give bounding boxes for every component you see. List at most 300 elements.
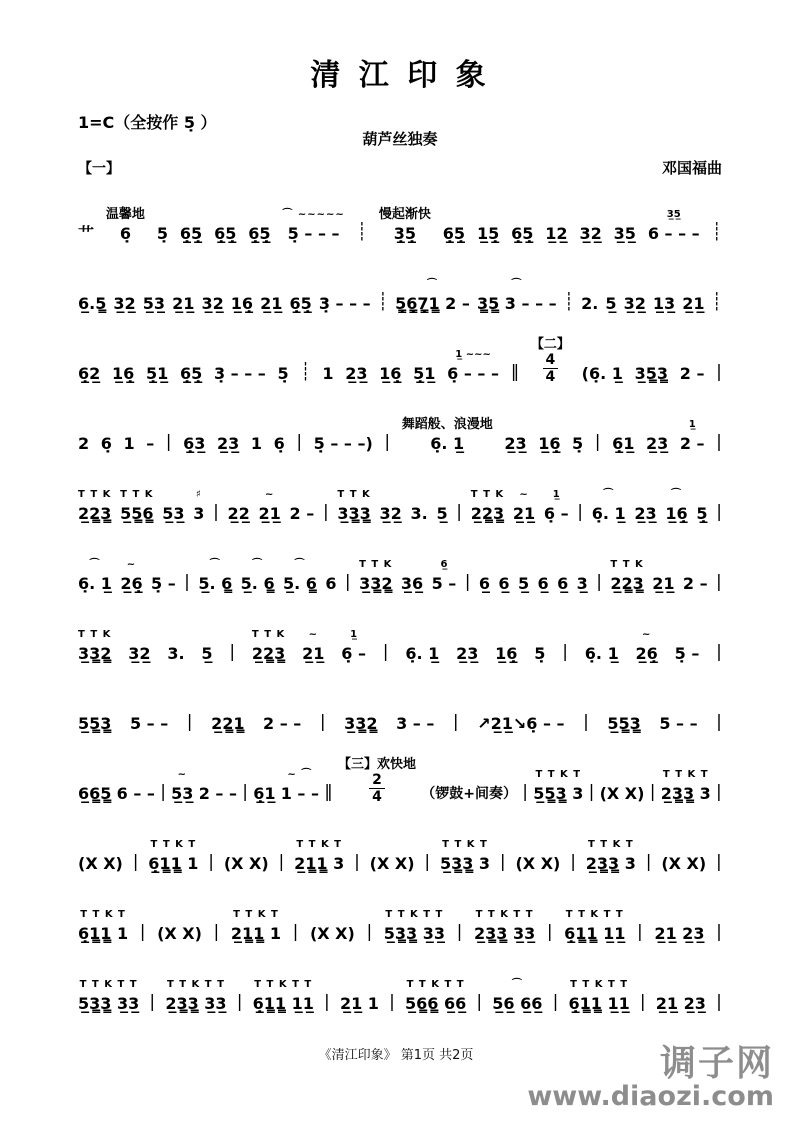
- annotation: [281, 349, 285, 363]
- annotation: [155, 349, 159, 363]
- annotation: [140, 907, 144, 921]
- note-group: [582, 349, 623, 390]
- notes-text: |: [384, 432, 391, 453]
- annotation: T T K T T: [565, 908, 624, 920]
- annotation: 【二】: [530, 336, 570, 352]
- note-group: [294, 839, 344, 880]
- annotation: [127, 419, 131, 433]
- note-group: [259, 489, 281, 530]
- annotation: [714, 277, 718, 291]
- annotation: [620, 769, 624, 783]
- annotation: [717, 487, 721, 501]
- note-group: [274, 419, 285, 460]
- annotation: [717, 627, 721, 641]
- annotation: [621, 419, 625, 433]
- notes-text: 3: [193, 503, 205, 523]
- notes-text: |: [160, 782, 166, 803]
- annotation: ⌒: [294, 558, 306, 570]
- annotation: [84, 209, 88, 223]
- note-group: [413, 349, 435, 390]
- notes-text: |: [242, 782, 248, 803]
- notes-text: ┊: [356, 222, 367, 243]
- bar-line: [456, 487, 462, 530]
- note-group: [290, 489, 315, 530]
- notes-text: 5̲3̲: [171, 783, 194, 803]
- notes-text: 3̲3̳2̳: [78, 643, 112, 663]
- music-line-9: [78, 740, 722, 810]
- bar-line: [640, 977, 646, 1020]
- note-group: [180, 209, 202, 250]
- annotation: T T K T: [150, 838, 197, 850]
- note-group: [511, 209, 533, 250]
- notes-text: 5̲. 6̳: [283, 573, 317, 593]
- bar-line: [637, 907, 643, 950]
- time-signature-fraction: [369, 772, 385, 810]
- annotation: [210, 279, 214, 293]
- bar-line: [237, 977, 243, 1020]
- annotation: 1̲: [350, 628, 358, 640]
- bar-line: [716, 767, 722, 810]
- annotation: [171, 489, 175, 503]
- annotation: [486, 209, 490, 223]
- notes-text: |: [213, 502, 219, 523]
- composer-credit: 邓国福曲: [661, 159, 722, 177]
- bar-line: [293, 907, 299, 950]
- note-group: [379, 349, 401, 390]
- annotation: [541, 559, 545, 573]
- bar-line: [716, 977, 722, 1020]
- section-one-marker: 【一】: [78, 161, 120, 177]
- annotation: T T K T T: [475, 908, 534, 920]
- annotation: [547, 907, 551, 921]
- note-group: [78, 559, 112, 600]
- notes-text: 6̣: [273, 433, 285, 453]
- annotation: [354, 349, 358, 363]
- notes-text: (X X): [157, 923, 202, 943]
- annotation: [560, 559, 564, 573]
- note-group: [78, 419, 89, 460]
- notes-text: |: [546, 922, 553, 943]
- bar-line: [208, 837, 214, 880]
- annotation: [240, 279, 244, 293]
- notes-text: |: [452, 712, 459, 733]
- music-line-7: [78, 600, 722, 670]
- note-group: [128, 629, 150, 670]
- notes-text: 2̲1̲ 2̲3̲: [654, 923, 705, 943]
- annotation: [133, 837, 137, 851]
- note-group: [646, 419, 668, 460]
- annotation: [326, 767, 330, 781]
- notes-text: 5̲̣1̲: [145, 363, 169, 383]
- annotation: [575, 419, 579, 433]
- annotation: [554, 209, 558, 223]
- annotation: T T K T T: [79, 978, 138, 990]
- notes-text: 2 –: [679, 433, 705, 453]
- note-group: [659, 699, 697, 740]
- note-group: [345, 349, 367, 390]
- annotation: ~: [177, 768, 187, 780]
- annotation: T T K: [120, 488, 154, 500]
- annotation: [717, 557, 721, 571]
- notes-text: |: [583, 712, 589, 733]
- music-line-11: [78, 880, 722, 950]
- annotation: [717, 837, 721, 851]
- notes-text: 2̲1̳1̳ 3: [294, 853, 345, 873]
- bar-line: [716, 837, 722, 880]
- notes-text: |: [649, 782, 656, 803]
- annotation: [148, 419, 152, 433]
- notes-text: 2 –: [679, 363, 705, 383]
- annotation: 1̲: [552, 488, 560, 500]
- annotation: [216, 769, 220, 783]
- annotation: [147, 699, 151, 713]
- annotation: ♯: [195, 488, 202, 500]
- note-group: [146, 419, 154, 460]
- note-group: [78, 349, 100, 390]
- annotation: [150, 977, 154, 991]
- notes-text: 3̳5̳ 3 – – –: [476, 293, 557, 313]
- notes-text: 5 – –: [129, 713, 169, 733]
- notes-text: 6̣ –: [341, 643, 366, 663]
- note-group: [515, 839, 560, 880]
- notes-text: 5̲6̲ 6̲6̲: [492, 993, 543, 1013]
- byline-row: [78, 154, 722, 178]
- annotation: [205, 629, 209, 643]
- notes-text: 6̲̣5̲̣: [511, 223, 534, 243]
- note-group: [498, 559, 509, 600]
- bar-line: [716, 697, 722, 740]
- notes-text: 6̲̣5̲̣: [289, 293, 312, 313]
- note-group: [447, 349, 499, 390]
- annotation: [655, 419, 659, 433]
- note-group: [211, 699, 244, 740]
- annotation: 慢起渐快: [378, 207, 431, 223]
- bar-line: [213, 487, 219, 530]
- note-group: [78, 769, 111, 810]
- annotation: ⌒: [426, 278, 438, 290]
- annotation: ~: [641, 628, 652, 640]
- notes-text: |: [716, 432, 722, 453]
- notes-text: 2̲2̳3̳: [470, 503, 505, 523]
- notes-text: 2̲2̳1̳: [211, 713, 245, 733]
- note-group: [214, 349, 266, 390]
- note-group: [112, 349, 134, 390]
- notes-text: 2̲3̲: [645, 433, 669, 453]
- notes-text: |: [716, 572, 722, 593]
- note-group: [600, 769, 645, 810]
- notes-text: |: [139, 922, 146, 943]
- note-group: [201, 279, 223, 320]
- note-group: [504, 419, 526, 460]
- bar-line: [383, 627, 389, 670]
- notes-text: 1̲6̲̣: [379, 363, 402, 383]
- notes-text: 5̲3̲: [142, 293, 166, 313]
- notes-text: 5̲: [201, 643, 213, 663]
- note-group: [477, 699, 564, 740]
- notes-text: 2̲3̲: [345, 363, 368, 383]
- annotation: [121, 349, 125, 363]
- notes-text: (X X): [223, 853, 269, 873]
- note-group: [260, 279, 282, 320]
- note-group: [592, 489, 626, 530]
- annotation: ⌒: [603, 488, 615, 500]
- bar-line: [384, 417, 390, 460]
- notes-text: 2̲1̲: [260, 293, 283, 313]
- bar-line: [296, 417, 302, 460]
- notes-text: 2̲2̳3̳: [251, 643, 286, 663]
- note-group: [340, 979, 379, 1020]
- note-group: [359, 559, 392, 600]
- bar-line: [476, 977, 482, 1020]
- watermark-site-name: 调子网: [659, 1042, 774, 1084]
- notes-text: 3̲2̲: [113, 293, 136, 313]
- notes-text: 3̲̣5̲̣: [393, 223, 416, 243]
- note-group: [634, 489, 656, 530]
- notes-text: |: [716, 782, 722, 803]
- notes-text: 2̲1̲: [302, 643, 325, 663]
- instrument-subtitle: 葫芦丝独奏: [362, 130, 438, 148]
- note-group: [78, 699, 111, 740]
- note-group: [113, 279, 135, 320]
- music-line-8: [78, 670, 722, 740]
- note-group: [586, 839, 636, 880]
- annotation: [277, 419, 281, 433]
- notes-text: |: [594, 432, 601, 453]
- annotation: [325, 977, 329, 991]
- note-group: [281, 769, 319, 810]
- notes-text: 6̣: [100, 433, 112, 453]
- annotation: T T K: [78, 488, 112, 500]
- note-group: [106, 208, 145, 250]
- notes-text: 5̲: [436, 503, 448, 523]
- bar-line: [184, 557, 190, 600]
- page-title: 清 江 印 象: [310, 58, 490, 93]
- notes-text: ┊: [711, 292, 722, 313]
- annotation: ⌒: [511, 278, 523, 290]
- note-group: [656, 979, 706, 1020]
- annotation: 舞蹈般、浪漫地: [401, 417, 493, 433]
- notes-text: 2̲2̲: [227, 503, 250, 523]
- bar-line: [716, 417, 722, 460]
- notes-text: 3̲: [576, 573, 588, 593]
- notes-text: 5̲. 6̳: [198, 573, 233, 593]
- annotation: [676, 699, 680, 713]
- annotation: [420, 629, 424, 643]
- note-group: [440, 839, 490, 880]
- bar-line: [646, 837, 652, 880]
- bar-line: [716, 347, 722, 390]
- bar-line: [716, 627, 722, 670]
- notes-text: ┊: [300, 362, 311, 383]
- notes-text: |: [716, 362, 722, 383]
- annotation: [691, 279, 695, 293]
- annotation: [553, 977, 557, 991]
- bar-line: [424, 837, 430, 880]
- annotation: [324, 487, 328, 501]
- notes-text: |: [456, 922, 463, 943]
- notes-text: 1̲2̲: [545, 223, 568, 243]
- annotation: [152, 279, 156, 293]
- notes-text: 3̲5̲: [613, 223, 636, 243]
- annotation: [717, 907, 721, 921]
- notes-text: |: [588, 782, 595, 803]
- notes-text: 1̲3̲: [652, 293, 676, 313]
- note-group: [172, 279, 194, 320]
- annotation: [677, 909, 681, 923]
- annotation: [502, 559, 506, 573]
- note-group: [513, 489, 535, 530]
- note-group: [198, 559, 232, 600]
- notes-text: 2̲1̲: [682, 293, 705, 313]
- annotation: [226, 419, 230, 433]
- notes-text: |: [354, 852, 360, 873]
- note-group: [474, 909, 535, 950]
- bar-line: [354, 837, 360, 880]
- annotation: [717, 977, 721, 991]
- note-group: [572, 419, 583, 460]
- music-line-3: [78, 320, 722, 390]
- annotation: ⌒: [670, 488, 682, 500]
- annotation: T T K: [610, 558, 644, 570]
- note-group: [143, 279, 165, 320]
- notes-text: 3̲2̲: [128, 643, 151, 663]
- notes-text: 3̣ – – –: [318, 293, 371, 313]
- bar-line: [595, 417, 601, 460]
- notes-text: 5̣ – – –: [287, 223, 340, 243]
- annotation: ~: [308, 628, 318, 640]
- music-line-6: [78, 530, 722, 600]
- notes-text: 5̲̣: [696, 503, 708, 523]
- notes-text: 3̣ – – –: [213, 363, 266, 383]
- note-group: [675, 629, 700, 670]
- notes-text: 6̲̣1̳1̳ 1: [78, 923, 129, 943]
- note-group: [624, 279, 646, 320]
- annotation: [238, 349, 242, 363]
- annotation: [185, 557, 189, 571]
- annotation: ⌒: [89, 558, 101, 570]
- annotation: T T K T T: [166, 978, 225, 990]
- note-group: [665, 489, 687, 530]
- notes-text: 3̲3̳3̳: [337, 503, 371, 523]
- annotation: [388, 349, 392, 363]
- notes-text: |: [464, 572, 471, 593]
- note-group: [101, 419, 112, 460]
- notes-text: 5̲̣1̲: [413, 363, 436, 383]
- annotation: [226, 699, 230, 713]
- score-content: [78, 50, 722, 1020]
- notes-text: 6̲̣2̲: [78, 363, 101, 383]
- note-group: [78, 209, 94, 250]
- note-group: [253, 979, 314, 1020]
- annotation: [422, 349, 426, 363]
- annotation: [482, 559, 486, 573]
- annotation: [390, 977, 394, 991]
- annotation: [297, 417, 301, 431]
- note-group: [148, 839, 198, 880]
- note-group: [495, 629, 517, 670]
- annotation: [230, 627, 234, 641]
- annotation: [638, 907, 642, 921]
- notes-text: 6̲: [537, 573, 549, 593]
- annotation: [303, 347, 307, 361]
- note-group: [341, 629, 366, 670]
- bar-line: [187, 697, 193, 740]
- annotation: [134, 769, 138, 783]
- annotation: 【三】欢快地: [338, 756, 417, 772]
- notes-text: 1̲6̲̣: [230, 293, 254, 313]
- notes-text: 6̲̣1̳1̳ 1: [148, 853, 199, 873]
- annotation: 温馨地: [105, 207, 145, 223]
- note-group: [492, 979, 542, 1020]
- bar-line: [596, 557, 602, 600]
- bar-line: [214, 907, 220, 950]
- notes-text: 5̣ – – –): [313, 433, 373, 453]
- annotation: [578, 487, 582, 501]
- note-group: [78, 839, 123, 880]
- note-group: [370, 839, 415, 880]
- annotation: [329, 559, 333, 573]
- annotation: [223, 209, 227, 223]
- notes-text: 2̲1̳1̳ 1: [230, 923, 281, 943]
- annotation: [641, 977, 645, 991]
- annotation: [280, 699, 284, 713]
- notes-text: 6̣. 1̲: [591, 503, 626, 523]
- bar-line: [589, 767, 595, 810]
- annotation: [609, 279, 613, 293]
- notes-text: 3̲2̲: [201, 293, 224, 313]
- note-group: [456, 629, 478, 670]
- bar-line: [577, 487, 583, 530]
- notes-text: |: [149, 992, 156, 1013]
- annotation: T T K T: [233, 908, 279, 920]
- note-group: [253, 769, 275, 810]
- notes-text: 2̲3̲: [456, 643, 479, 663]
- notes-text: |: [322, 502, 329, 523]
- notes-text: 2̲1̲ 1: [339, 993, 379, 1013]
- bar-line: [547, 907, 553, 950]
- annotation: [417, 489, 421, 503]
- annotation: [385, 417, 389, 431]
- annotation: [243, 767, 247, 781]
- annotation: [192, 419, 196, 433]
- notes-text: |: [389, 992, 395, 1013]
- annotation: [262, 769, 266, 783]
- note-group: [120, 489, 153, 530]
- note-group: [325, 559, 336, 600]
- annotation: T T K T: [442, 838, 488, 850]
- time-signature: [531, 338, 570, 390]
- notes-text: |: [213, 922, 220, 943]
- note-group: [564, 909, 625, 950]
- annotation: [166, 417, 170, 431]
- notes-text: |: [596, 572, 602, 593]
- notes-text: 2: [78, 433, 90, 453]
- bar-line: [279, 837, 285, 880]
- note-group: [201, 629, 212, 670]
- annotation: [700, 489, 704, 503]
- notes-text: 5̲3̳3̳ 3̲3̲: [78, 993, 140, 1013]
- notes-text: 5̲: [605, 293, 617, 313]
- annotation: T T K T T: [406, 978, 465, 990]
- notes-text: (X X): [515, 853, 561, 873]
- note-group: [683, 559, 708, 600]
- page-number-info: 《清江印象》 第1页 共2页: [318, 1048, 474, 1063]
- annotation: 6̲: [440, 558, 448, 570]
- notes-text: 6̲̣5̲̣: [214, 223, 237, 243]
- notes-text: |: [324, 992, 330, 1013]
- note-group: [610, 559, 643, 600]
- notes-text: |: [424, 852, 431, 873]
